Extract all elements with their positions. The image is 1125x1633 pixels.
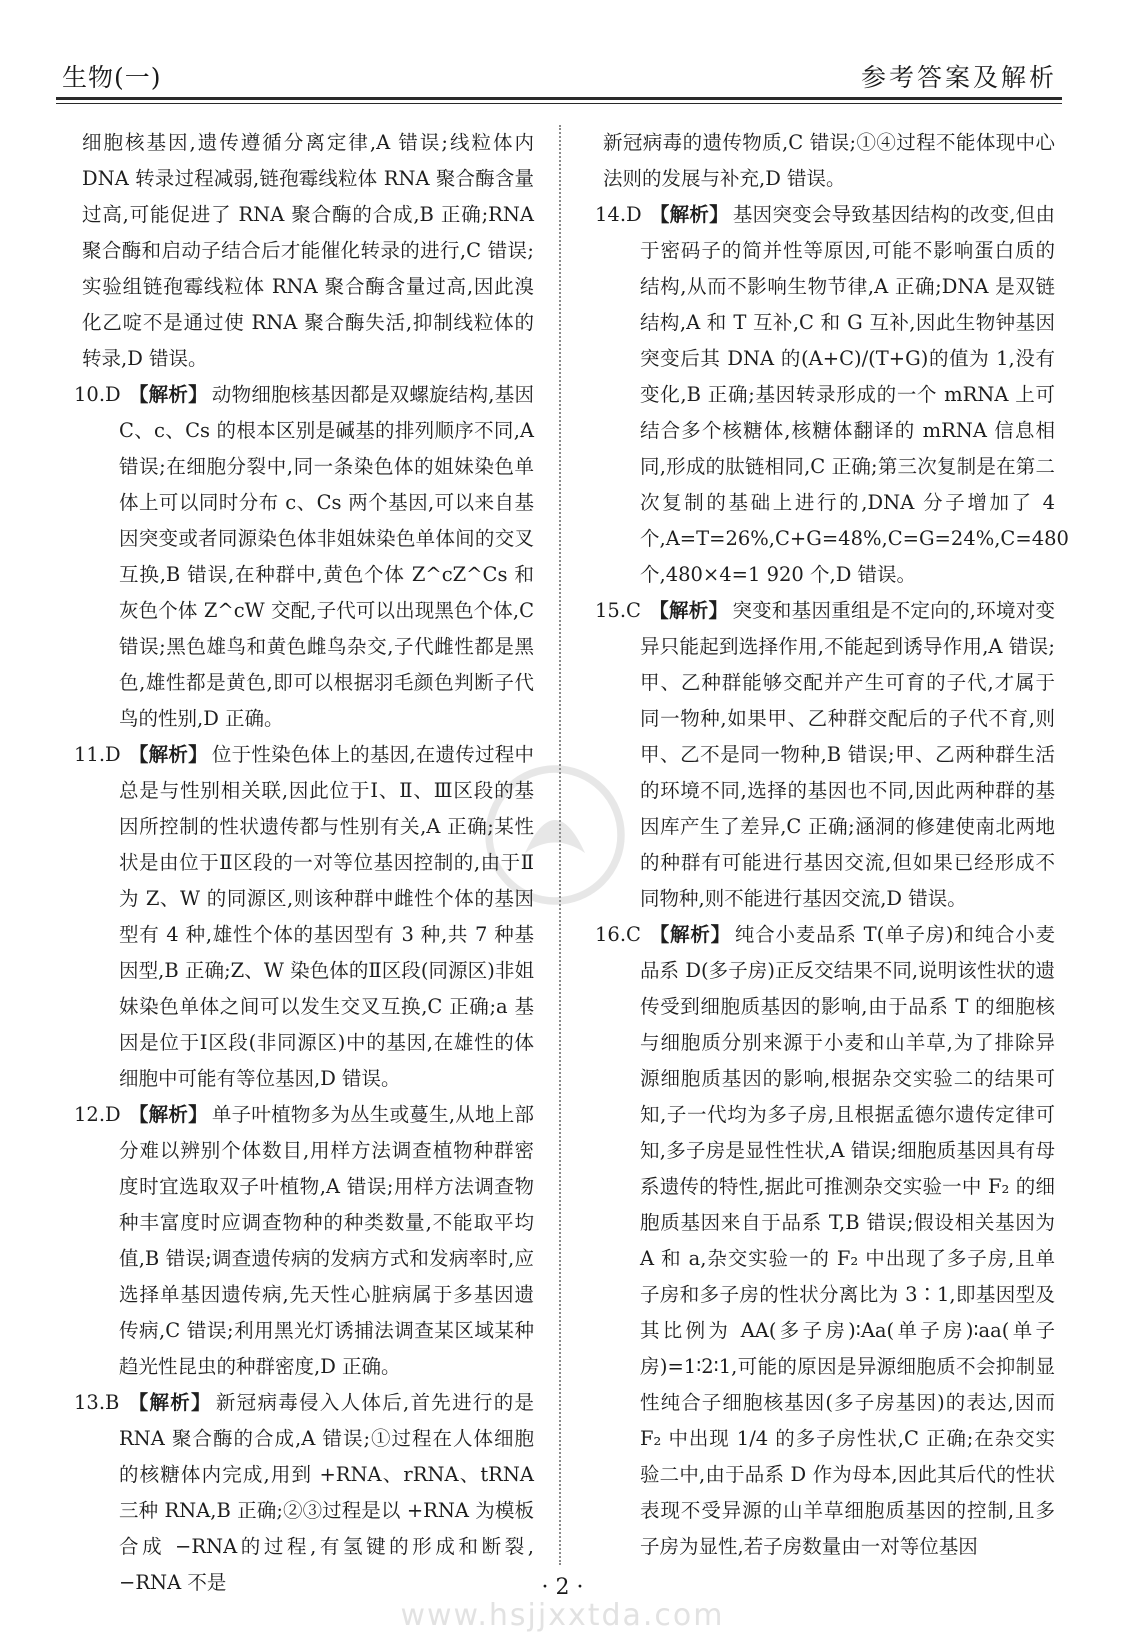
answer-text: 细胞核基因,遗传遵循分离定律,A 错误;线粒体内 DNA 转录过程减弱,链孢霉线粒体 RNA 聚合酶含量过高,可能促进了 RNA 聚合酶的合成,B 正确;RNA 聚合酶和启动子结合后才能催化转录的进行,C 错误;实验组链孢霉线粒体 RNA 聚合酶含量过高,因此溴化乙啶不是通过使 RNA 聚合酶失活,抑制线粒体的转录,D 错误。 (82, 131, 534, 370)
answer-text: 突变和基因重组是不定向的,环境对变异只能起到选择作用,不能起到诱导作用,A 错误;甲、乙种群能够交配并产生可育的子代,才属于同一物种,如果甲、乙种群交配后的子代不育,则甲、乙不是同一物种,B 错误;甲、乙两种群生活的环境不同,选择的基因也不同,因此两种群的基因库产生了差异,C 正确;涵洞的修建使南北两地的种群有可能进行基因交流,但如果已经形成不同物种,则不能进行基因交流,D 错误。 (640, 599, 1055, 910)
answer-text: 新冠病毒的遗传物质,C 错误;①④过程不能体现中心法则的发展与补充,D 错误。 (603, 131, 1055, 190)
answer-text: 单子叶植物多为丛生或蔓生,从地上部分难以辨别个体数目,用样方法调查植物种群密度时宜选取双子叶植物,A 错误;用样方法调查物种丰富度时应调查物种的种类数量,不能取平均值,B 错误;调查遗传病的发病方式和发病率时,应选择单基因遗传病,先天性心脏病属于多基因遗传病,C 错误;利用黑光灯诱捕法调查某区域某种趋光性昆虫的种群密度,D 正确。 (119, 1103, 534, 1378)
answer-number: 16.C (595, 923, 641, 946)
left-column (74, 125, 534, 1601)
subject-title: 生物(一) (62, 63, 162, 92)
analysis-tag: 【解析】 (128, 383, 208, 406)
right-column (595, 125, 1069, 1565)
answer-item-14 (595, 197, 1069, 593)
answer-number: 14.D (595, 203, 642, 226)
analysis-tag: 【解析】 (127, 1391, 212, 1414)
page-number: · 2 · (541, 1575, 584, 1600)
section-title: 参考答案及解析 (860, 63, 1057, 92)
answer-number: 15.C (595, 599, 641, 622)
analysis-tag: 【解析】 (128, 1103, 208, 1126)
answer-text: 新冠病毒侵入人体后,首先进行的是 RNA 聚合酶的合成,A 错误;①过程在人体细胞的核糖体内完成,用到 +RNA、rRNA、tRNA 三种 RNA,B 正确;②③过程是以 +RNA 为模板合成 −RNA的过程,有氢键的形成和断裂,−RNA 不是 (119, 1391, 534, 1594)
answer-item-10 (74, 377, 534, 737)
answer-text: 动物细胞核基因都是双螺旋结构,基因 C、c、Cs 的根本区别是碱基的排列顺序不同,A 错误;在细胞分裂中,同一条染色体的姐妹染色单体上可以同时分布 c、Cs 两个基因,可以来自基因突变或者同源染色体非姐妹染色单体间的交叉互换,B 错误,在种群中,黄色个体 Z^cZ^Cs 和灰色个体 Z^cW 交配,子代可以出现黑色个体,C 错误;黑色雄鸟和黄色雌鸟杂交,子代雌性都是黑色,雄性都是黄色,即可以根据羽毛颜色判断子代鸟的性别,D 正确。 (119, 383, 534, 730)
answer-text: 位于性染色体上的基因,在遗传过程中总是与性别相关联,因此位于Ⅰ、Ⅱ、Ⅲ区段的基因所控制的性状遗传都与性别有关,A 正确;某性状是由位于Ⅱ区段的一对等位基因控制的,由于Ⅱ为 Z、W 的同源区,则该种群中雌性个体的基因型有 4 种,雄性个体的基因型有 3 种,共 7 种基因型,B 正确;Z、W 染色体的Ⅱ区段(同源区)非姐妹染色单体之间可以发生交叉互换,C 正确;a 基因是位于Ⅰ区段(非同源区)中的基因,在雄性的体细胞中可能有等位基因,D 错误。 (119, 743, 534, 1090)
page-header (0, 0, 1125, 115)
column-divider (559, 125, 561, 1565)
answer-item-11 (74, 737, 534, 1097)
footer-watermark-url: www.hsjjxxtda.com (400, 1598, 725, 1633)
analysis-tag: 【解析】 (648, 923, 731, 946)
answer-item-13 (74, 1385, 534, 1601)
answer-text: 基因突变会导致基因结构的改变,但由于密码子的简并性等原因,可能不影响蛋白质的结构,从而不影响生物节律,A 正确;DNA 是双链结构,A 和 T 互补,C 和 G 互补,因此生物钟基因突变后其 DNA 的(A+C)/(T+G)的值为 1,没有变化,B 正确;基因转录形成的一个 mRNA 上可结合多个核糖体,核糖体翻译的 mRNA 信息相同,形成的肽链相同,C 正确;第三次复制是在第二次复制的基础上进行的,DNA 分子增加了 4 个,A=T=26%,C+G=48%,C=G=24%,C=480 个,480×4=1 920 个,D 错误。 (640, 203, 1069, 586)
header-rule-thick (56, 97, 1062, 100)
answer-text: 纯合小麦品系 T(单子房)和纯合小麦品系 D(多子房)正反交结果不同,说明该性状的遗传受到细胞质基因的影响,由于品系 T 的细胞核与细胞质分别来源于小麦和山羊草,为了排除异源细胞质基因的影响,根据杂交实验二的结果可知,子一代均为多子房,且根据孟德尔遗传定律可知,多子房是显性性状,A 错误;细胞质基因具有母系遗传的特性,据此可推测杂交实验一中 F₂ 的细胞质基因来自于品系 T,B 错误;假设相关基因为 A 和 a,杂交实验一的 F₂ 中出现了多子房,且单子房和多子房的性状分离比为 3∶1,即基因型及其比例为 AA(多子房)∶Aa(单子房)∶aa(单子房)=1∶2∶1,可能的原因是异源细胞质不会抑制显性纯合子细胞核基因(多子房基因)的表达,因而 F₂ 中出现 1/4 的多子房性状,C 正确;在杂交实验二中,由于品系 D 作为母本,因此其后代的性状表现不受异源的山羊草细胞质基因的控制,且多子房为显性,若子房数量由一对等位基因 (640, 923, 1055, 1558)
answer-number: 11.D (74, 743, 121, 766)
answer-number: 13.B (74, 1391, 120, 1414)
analysis-tag: 【解析】 (128, 743, 208, 766)
analysis-tag: 【解析】 (649, 203, 729, 226)
answer-continuation (595, 125, 1055, 197)
answer-item-12 (74, 1097, 534, 1385)
answer-number: 12.D (74, 1103, 121, 1126)
answer-item-16 (595, 917, 1055, 1565)
answer-continuation (74, 125, 534, 377)
header-rule-thin (56, 103, 1062, 104)
analysis-tag: 【解析】 (648, 599, 729, 622)
answer-number: 10.D (74, 383, 121, 406)
answer-item-15 (595, 593, 1055, 917)
